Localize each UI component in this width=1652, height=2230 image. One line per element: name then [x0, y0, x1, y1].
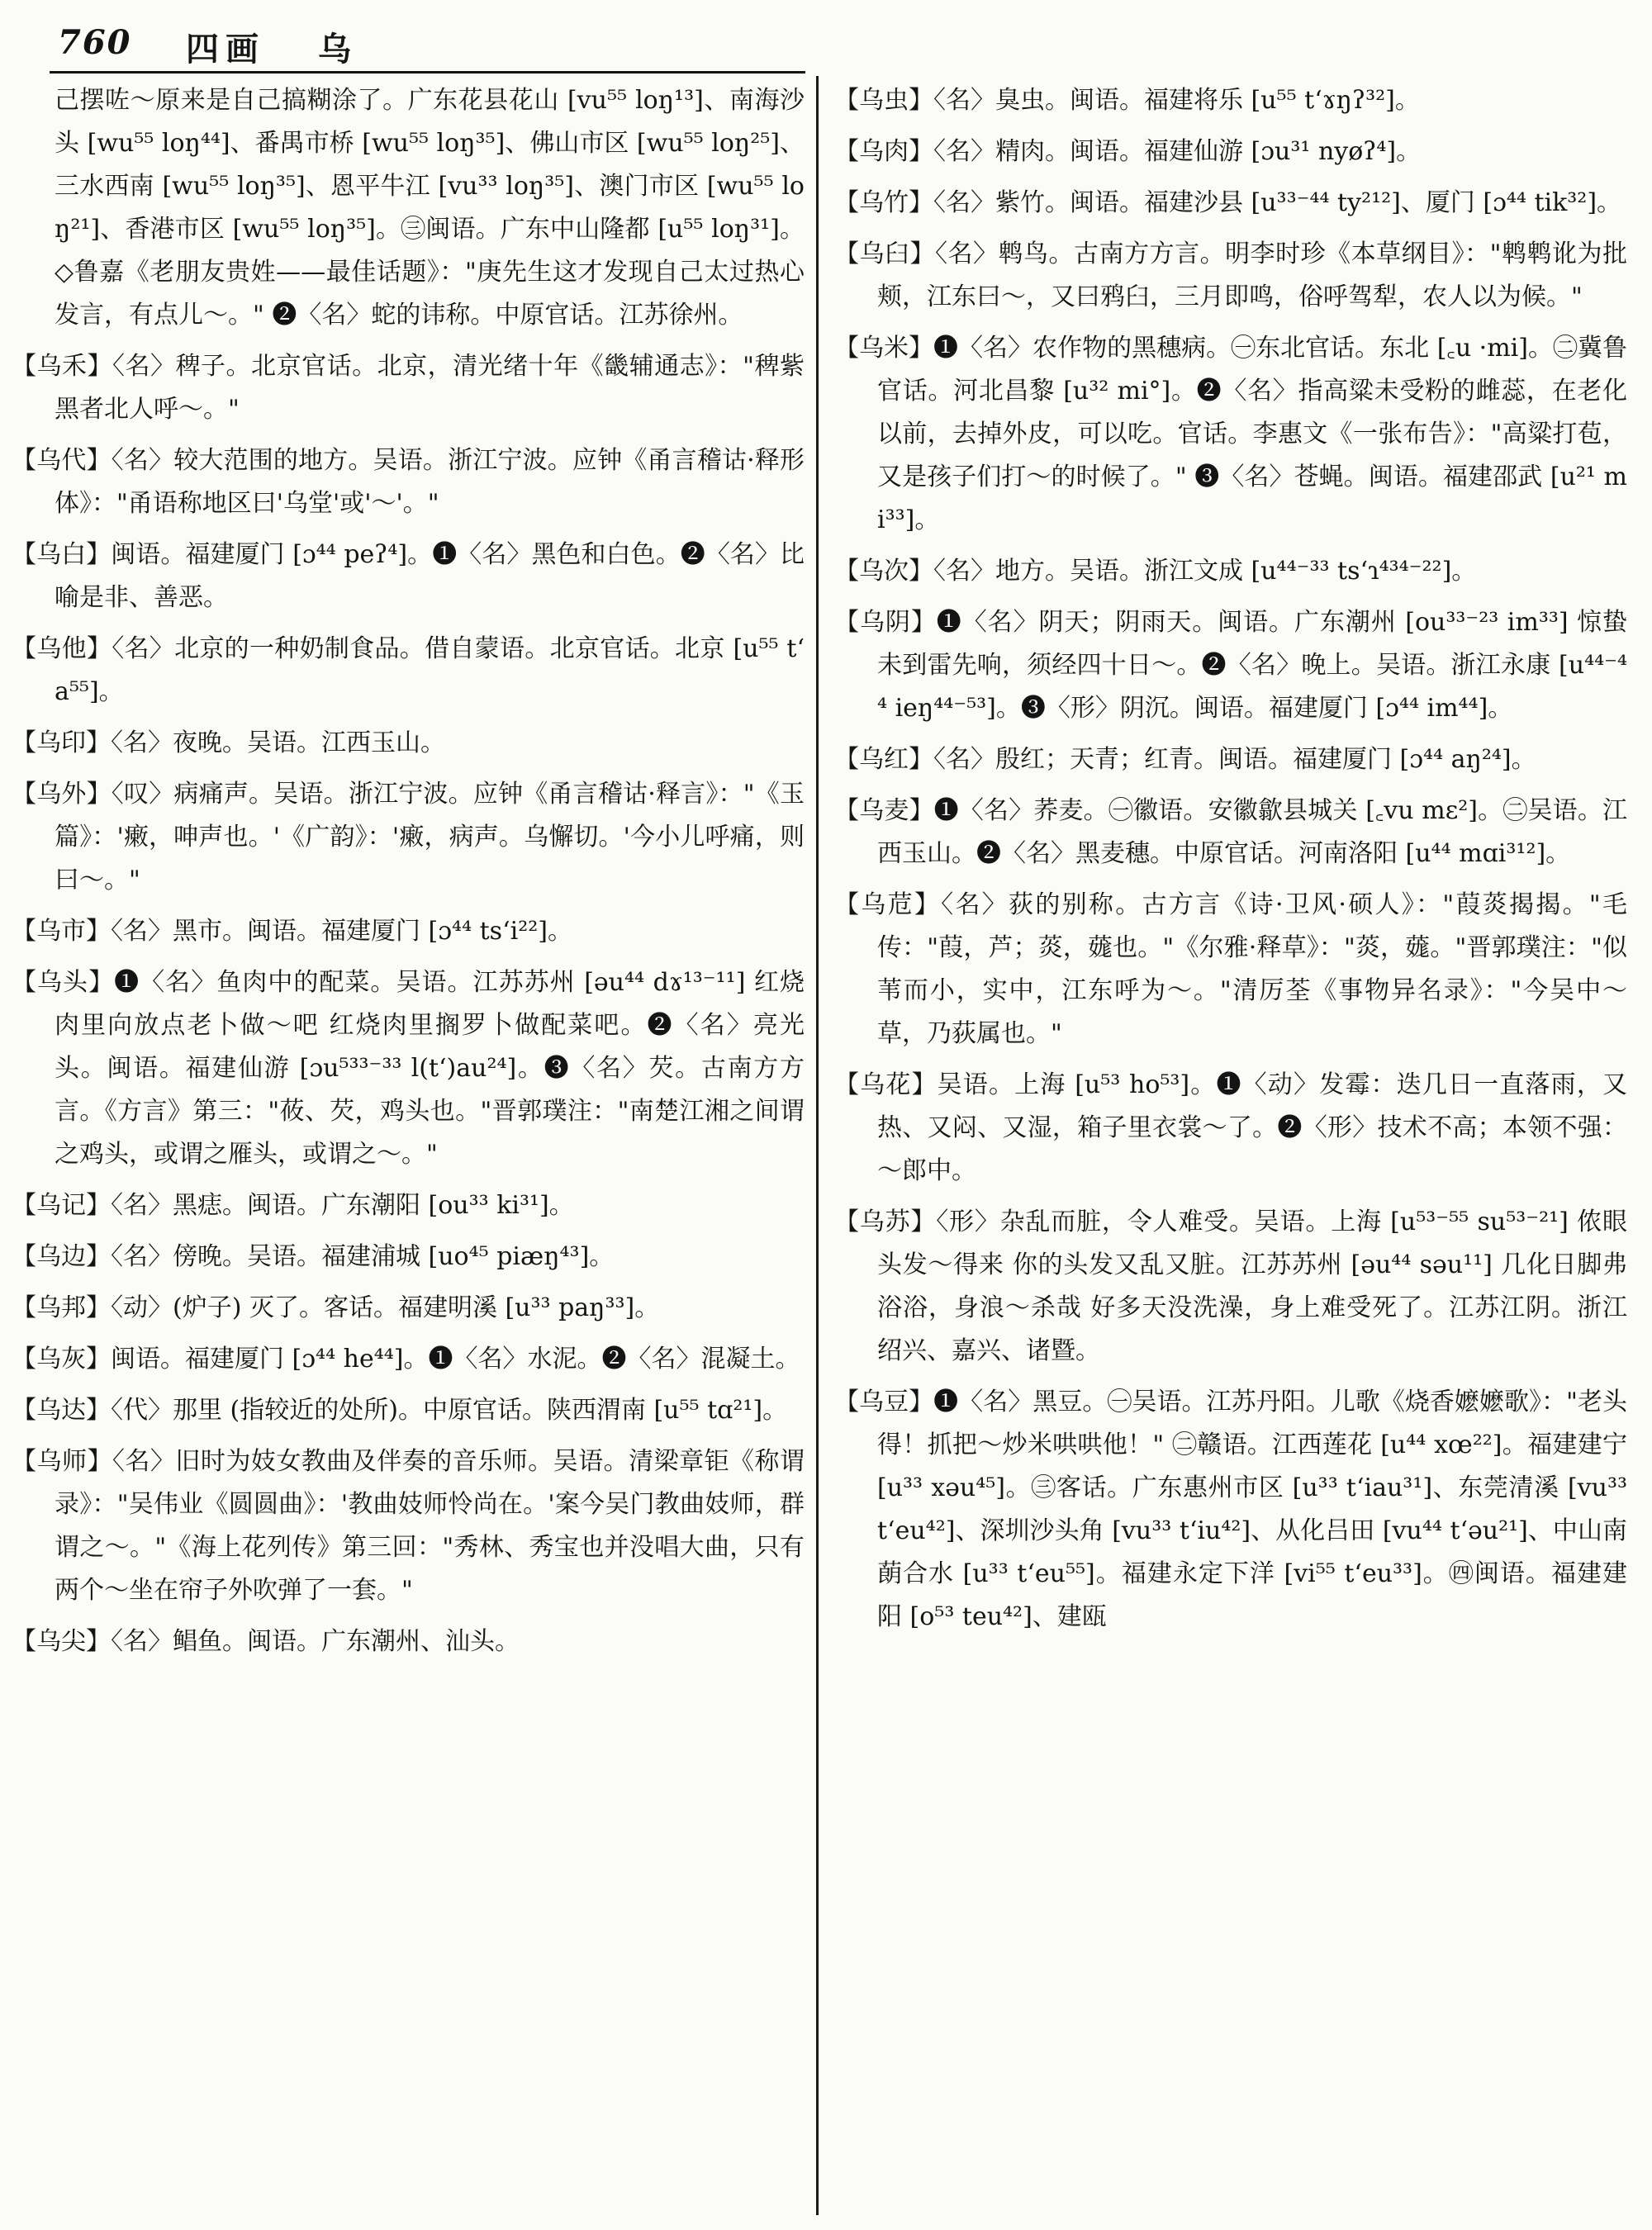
dictionary-entry: 【乌阴】❶〈名〉阴天；阴雨天。闽语。广东潮州 [ou³³⁻²³ im³³] 惊蛰未到雷先响，须经四十日～。❷〈名〉晚上。吴语。浙江永康 [u⁴⁴⁻⁴⁴ ieŋ⁴⁴⁻⁵³]。❸〈形〉阴沉。闽语。福建厦门 [ɔ⁴⁴ im⁴⁴]。 [834, 608, 1627, 723]
header-rule [50, 71, 805, 74]
dictionary-entry: 【乌邦】〈动〉(炉子) 灭了。客话。福建明溪 [u³³ paŋ³³]。 [12, 1293, 660, 1322]
dictionary-entry: 【乌代】〈名〉较大范围的地方。吴语。浙江宁波。应钟《甬言稽诂·释形体》："甬语称地区曰'乌堂'或'～'。" [12, 446, 805, 518]
dictionary-entry: 【乌豆】❶〈名〉黑豆。㊀吴语。江苏丹阳。儿歌《烧香嬷嬷歌》："老头得！抓把～炒米哄哄他！" ㊁赣语。江西莲花 [u⁴⁴ xœ²²]。福建建宁 [u³³ xəu⁴⁵]。㊂客话。广东惠州市区 [u³³ tʻiau³¹]、东莞清溪 [vu³³ tʻeu⁴²]、深圳沙头角 [vu³³ tʻiu⁴²]、从化吕田 [vu⁴⁴ tʻəu²¹]、中山南蓢合水 [u³³ tʻeu⁵⁵]。福建永定下洋 [vi⁵⁵ tʻeu³³]。㊃闽语。福建建阳 [o⁵³ teu⁴²]、建瓯 [834, 1388, 1627, 1631]
dictionary-entry: 【乌市】〈名〉黑市。闽语。福建厦门 [ɔ⁴⁴ tsʻi²²]。 [12, 917, 572, 946]
dictionary-entry: 【乌花】吴语。上海 [u⁵³ ho⁵³]。❶〈动〉发霉：迭几日一直落雨，又热、又闷、又湿，箱子里衣裳～了。❷〈形〉技术不高；本领不强：～郎中。 [834, 1070, 1627, 1185]
dictionary-entry: 【乌记】〈名〉黑痣。闽语。广东潮阳 [ou³³ ki³¹]。 [12, 1191, 574, 1220]
dictionary-entry: 【乌师】〈名〉旧时为妓女教曲及伴奏的音乐师。吴语。清梁章钜《称谓录》："吴伟业《圆圆曲》：'教曲妓师怜尚在。'案今吴门教曲妓师，群谓之～。"《海上花列传》第三回："秀林、秀宝也并没唱大曲，只有两个～坐在帘子外吹弹了一套。" [12, 1447, 805, 1605]
dictionary-entry: 【乌米】❶〈名〉农作物的黑穗病。㊀东北官话。东北 [꜀u ·mi]。㊁冀鲁官话。河北昌黎 [u³² mi°]。❷〈名〉指高粱未受粉的雌蕊，在老化以前，去掉外皮，可以吃。官话。李惠文《一张布告》："高粱打苞，又是孩子们打～的时候了。" ❸〈名〉苍蝇。闽语。福建邵武 [u²¹ mi³³]。 [834, 334, 1627, 534]
dictionary-entry: 【乌虫】〈名〉臭虫。闽语。福建将乐 [u⁵⁵ tʻɤŋʔ³²]。 [834, 86, 1420, 115]
dictionary-entry: 【乌竹】〈名〉紫竹。闽语。福建沙县 [u³³⁻⁴⁴ ty²¹²]、厦门 [ɔ⁴⁴ tik³²]。 [834, 188, 1622, 217]
entry-continuation: 己摆咗～原来是自己搞糊涂了。广东花县花山 [vu⁵⁵ loŋ¹³]、南海沙头 [wu⁵⁵ loŋ⁴⁴]、番禺市桥 [wu⁵⁵ loŋ³⁵]、佛山市区 [wu⁵⁵ loŋ²⁵]、三水西南 [wu⁵⁵ loŋ³⁵]、恩平牛江 [vu³³ loŋ³⁵]、澳门市区 [wu⁵⁵ loŋ²¹]、香港市区 [wu⁵⁵ loŋ³⁵]。㊂闽语。广东中山隆都 [u⁵⁵ loŋ³¹]。◇鲁嘉《老朋友贵姓——最佳话题》："庚先生这才发现自己太过热心发言，有点儿～。" ❷〈名〉蛇的讳称。中原官话。江苏徐州。 [55, 86, 805, 330]
dictionary-entry: 【乌头】❶〈名〉鱼肉中的配菜。吴语。江苏苏州 [əu⁴⁴ dɤ¹³⁻¹¹] 红烧肉里向放点老卜做～吧 红烧肉里搁罗卜做配菜吧。❷〈名〉亮光头。闽语。福建仙游 [ɔu⁵³³⁻³³ l(tʻ)au²⁴]。❸〈名〉芡。古南方方言。《方言》第三："莜、芡，鸡头也。"晋郭璞注："南楚江湘之间谓之鸡头，或谓之雁头，或谓之～。" [12, 968, 805, 1169]
dictionary-entry: 【乌边】〈名〉傍晚。吴语。福建浦城 [uo⁴⁵ piæŋ⁴³]。 [12, 1242, 615, 1271]
left-column [12, 79, 805, 1672]
dictionary-entry: 【乌肉】〈名〉精肉。闽语。福建仙游 [ɔu³¹ nyøʔ⁴]。 [834, 137, 1422, 166]
dictionary-entry: 【乌苏】〈形〉杂乱而脏，令人难受。吴语。上海 [u⁵³⁻⁵⁵ su⁵³⁻²¹] 侬眼头发～得来 你的头发又乱又脏。江苏苏州 [əu⁴⁴ səu¹¹] 几化日脚弗浴浴，身浪～杀哉 好多天没洗澡，身上难受死了。江苏江阴。浙江绍兴、嘉兴、诸暨。 [834, 1208, 1627, 1365]
dictionary-entry: 【乌苊】〈名〉荻的别称。古方言《诗·卫风·硕人》："葭菼揭揭。"毛传："葭，芦；菼，䓼也。"《尔雅·释草》："菼，䓼。"晋郭璞注："似苇而小，实中，江东呼为～。"清厉荃《事物异名录》："今吴中～草，乃荻属也。" [834, 890, 1627, 1048]
column-divider [816, 76, 819, 2215]
section-label: 四画 [186, 30, 265, 69]
dictionary-entry: 【乌他】〈名〉北京的一种奶制食品。借自蒙语。北京官话。北京 [u⁵⁵ tʻa⁵⁵]。 [12, 634, 805, 706]
page-number: 760 [58, 23, 132, 62]
dictionary-entry: 【乌麦】❶〈名〉荞麦。㊀徽语。安徽歙县城关 [꜀vu mɛ²]。㊁吴语。江西玉山。❷〈名〉黑麦穗。中原官话。河南洛阳 [u⁴⁴ mɑi³¹²]。 [834, 796, 1627, 868]
dictionary-entry: 【乌印】〈名〉夜晚。吴语。江西玉山。 [12, 728, 445, 757]
page-header [50, 18, 1619, 76]
dictionary-entry: 【乌白】闽语。福建厦门 [ɔ⁴⁴ peʔ⁴]。❶〈名〉黑色和白色。❷〈名〉比喻是非、善恶。 [12, 540, 805, 612]
dictionary-entry: 【乌禾】〈名〉稗子。北京官话。北京，清光绪十年《畿辅通志》："稗紫黑者北人呼～。" [12, 352, 805, 424]
right-column [834, 79, 1627, 1647]
dictionary-entry: 【乌红】〈名〉殷红；天青；红青。闽语。福建厦门 [ɔ⁴⁴ aŋ²⁴]。 [834, 745, 1536, 774]
dictionary-entry: 【乌外】〈叹〉病痛声。吴语。浙江宁波。应钟《甬言稽诂·释言》："《玉篇》：'瘷，呻声也。'《广韵》：'瘷，病声。乌懈切。'今小儿呼痛，则曰～。" [12, 780, 805, 894]
dictionary-entry: 【乌臼】〈名〉鹎鸟。古南方方言。明李时珍《本草纲目》："鹎鹎讹为批颊，江东曰～，又曰鸦臼，三月即鸣，俗呼驾犁，农人以为候。" [834, 240, 1627, 311]
dictionary-entry: 【乌尖】〈名〉鲳鱼。闽语。广东潮州、汕头。 [12, 1627, 520, 1656]
header-character: 乌 [318, 30, 351, 69]
dictionary-entry: 【乌灰】闽语。福建厦门 [ɔ⁴⁴ he⁴⁴]。❶〈名〉水泥。❷〈名〉混凝土。 [12, 1345, 800, 1374]
dictionary-entry: 【乌次】〈名〉地方。吴语。浙江文成 [u⁴⁴⁻³³ tsʻɿ⁴³⁴⁻²²]。 [834, 557, 1477, 586]
dictionary-entry: 【乌达】〈代〉那里 (指较近的处所)。中原官话。陕西渭南 [u⁵⁵ tɑ²¹]。 [12, 1396, 788, 1425]
